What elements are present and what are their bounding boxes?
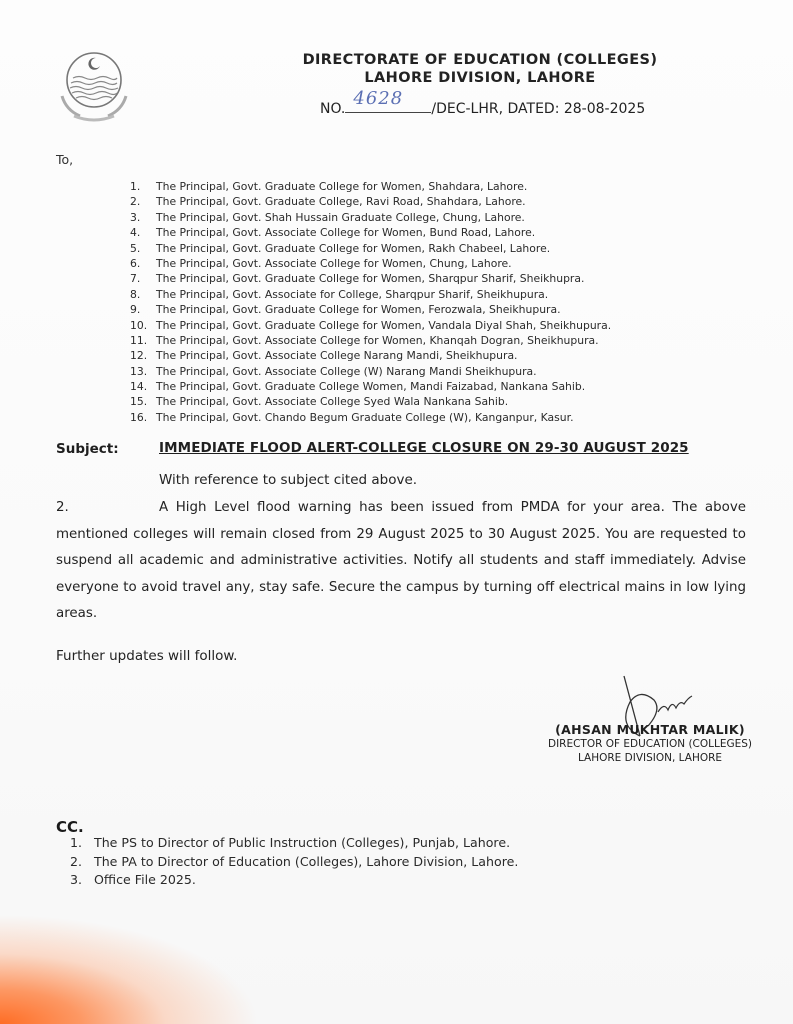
list-item-text: The Principal, Govt. Associate College Syed Wala Nankana Sahib. <box>156 395 509 409</box>
orange-corner-stain <box>0 914 260 1024</box>
recipient-item <box>130 318 611 333</box>
signatory-division: LAHORE DIVISION, LAHORE <box>577 752 723 764</box>
list-item-text: The Principal, Govt. Graduate College for Women, Sharqpur Sharif, Sheikhupra. <box>156 272 585 286</box>
list-item-number: 16. <box>130 410 148 424</box>
org-name: DIRECTORATE OF EDUCATION (COLLEGES) <box>302 52 658 68</box>
list-item-text: The Principal, Govt. Graduate College for Women, Ferozwala, Sheikhupura. <box>156 303 561 317</box>
subject-text: IMMEDIATE FLOOD ALERT-COLLEGE CLOSURE ON 29-30 AUGUST 2025 <box>159 440 689 456</box>
recipient-item <box>130 364 611 379</box>
recipient-item <box>130 348 611 363</box>
list-item-text: The Principal, Govt. Graduate College for Women, Shahdara, Lahore. <box>156 180 528 193</box>
list-item-number: 5. <box>130 241 141 255</box>
list-item-text: The Principal, Govt. Associate College (W) Narang Mandi Sheikhupura. <box>156 364 537 378</box>
cc-item <box>70 834 518 853</box>
list-item-text: The Principal, Govt. Chando Begum Graduate College (W), Kanganpur, Kasur. <box>156 410 574 424</box>
list-item-number: 2. <box>130 195 141 209</box>
to-label: To, <box>56 152 74 167</box>
list-item-number: 9. <box>130 303 141 317</box>
list-item-number: 3. <box>70 872 83 887</box>
list-item-text: The Principal, Govt. Associate College for Women, Khanqah Dogran, Sheikhupura. <box>156 333 599 347</box>
list-item-number: 10. <box>130 318 148 332</box>
reference-line: With reference to subject cited above. <box>159 472 418 488</box>
recipient-item <box>130 194 611 209</box>
list-item-number: 15. <box>130 395 148 409</box>
org-division: LAHORE DIVISION, LAHORE <box>364 70 596 86</box>
ref-suffix-date: /DEC-LHR, DATED: 28-08-2025 <box>431 101 646 117</box>
subject-label: Subject: <box>56 441 119 457</box>
list-item-text: The Principal, Govt. Graduate College for Women, Vandala Diyal Shah, Sheikhupura. <box>156 318 612 332</box>
list-item-number: 2. <box>70 853 83 869</box>
list-item-number: 4. <box>130 226 141 240</box>
recipient-list <box>130 179 611 425</box>
list-item-text: The Principal, Govt. Associate for College, Sharqpur Sharif, Sheikhupura. <box>156 287 549 301</box>
list-item-number: 8. <box>130 287 141 301</box>
recipient-item <box>130 302 611 317</box>
letterhead <box>300 52 660 86</box>
list-item-text: The Principal, Govt. Shah Hussain Graduate College, Chung, Lahore. <box>156 210 525 224</box>
handwritten-ref-number: 4628 <box>353 88 404 109</box>
list-item-number: 3. <box>130 210 141 224</box>
recipient-item <box>130 256 611 271</box>
list-item-number: 13. <box>130 364 148 378</box>
recipient-item <box>130 379 611 394</box>
list-item-text: The Principal, Govt. Graduate College, Ravi Road, Shahdara, Lahore. <box>156 195 526 209</box>
list-item-number: 14. <box>130 380 148 394</box>
recipient-item <box>130 179 611 194</box>
cc-list <box>70 834 518 890</box>
list-item-text: The Principal, Govt. Associate College for Women, Bund Road, Lahore. <box>156 226 536 240</box>
punjab-emblem-icon <box>56 44 132 124</box>
list-item-text: The Principal, Govt. Graduate College for Women, Rakh Chabeel, Lahore. <box>156 241 551 255</box>
further-updates: Further updates will follow. <box>56 648 238 664</box>
cc-item <box>70 871 518 890</box>
paragraph-number: 2. <box>56 500 69 515</box>
recipient-item <box>130 410 611 425</box>
list-item-number: 11. <box>130 333 148 347</box>
cc-item <box>70 853 518 872</box>
recipient-item <box>130 210 611 225</box>
recipient-item <box>130 394 611 409</box>
paragraph-body: A High Level flood warning has been issued from PMDA for your area. The above mentioned colleges will remain closed from 29 August 2025 to 30 August 2025. You are requested to suspend all academic and administrative activities. Notify all students and staff immediately. Advise everyone to avoid travel any, stay safe. Secure the campus by turning off electrical mains in low lying areas. <box>56 500 746 621</box>
recipient-item <box>130 225 611 240</box>
signature-block <box>530 722 770 765</box>
list-item-number: 7. <box>130 272 141 286</box>
recipient-item <box>130 287 611 302</box>
list-item-text: The PS to Director of Public Instruction (Colleges), Punjab, Lahore. <box>94 835 511 850</box>
list-item-text: The Principal, Govt. Associate College for Women, Chung, Lahore. <box>156 256 512 270</box>
list-item-number: 1. <box>70 835 83 850</box>
list-item-number: 6. <box>130 256 141 270</box>
paragraph-2 <box>56 495 746 628</box>
reference-number-line <box>320 88 646 117</box>
list-item-text: The Principal, Govt. Graduate College Women, Mandi Faizabad, Nankana Sahib. <box>156 380 586 394</box>
ref-prefix: NO. <box>320 101 346 117</box>
recipient-item <box>130 333 611 348</box>
signatory-name: (AHSAN MUKHTAR MALIK) <box>555 722 745 737</box>
signatory-title: DIRECTOR OF EDUCATION (COLLEGES) <box>547 738 753 750</box>
recipient-item <box>130 241 611 256</box>
list-item-text: The Principal, Govt. Associate College Narang Mandi, Sheikhupura. <box>156 349 518 363</box>
recipient-item <box>130 271 611 286</box>
list-item-number: 1. <box>130 180 141 193</box>
cc-label: CC. <box>56 818 84 836</box>
list-item-text: The PA to Director of Education (Colleges), Lahore Division, Lahore. <box>94 853 519 869</box>
list-item-number: 12. <box>130 349 148 363</box>
ref-number-blank <box>345 88 431 113</box>
list-item-text: Office File 2025. <box>94 872 196 887</box>
